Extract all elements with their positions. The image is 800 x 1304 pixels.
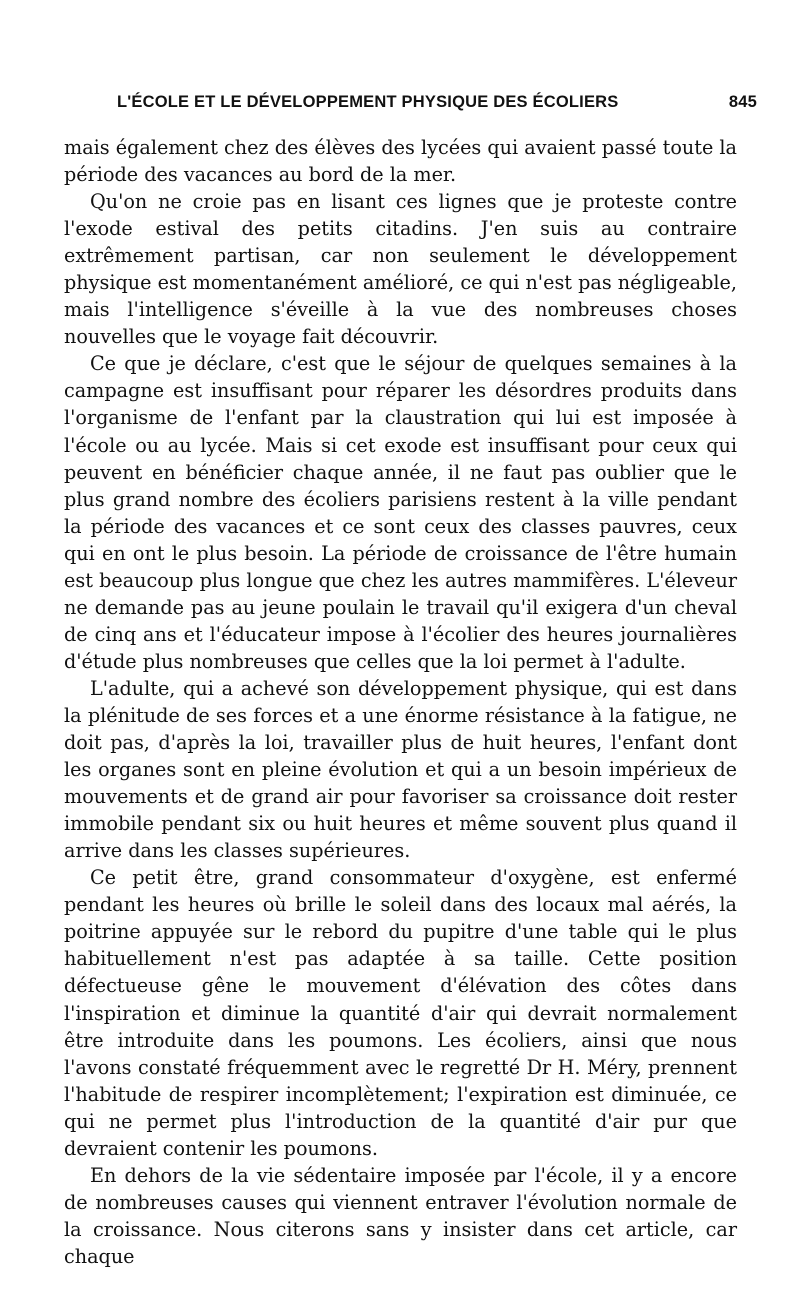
paragraph: Ce que je déclare, c'est que le séjour de quelques semaines à la campagne est insuffisant pour réparer les désordres produits dans l'organisme de l'enfant par la claustration qui lui est imposée à l'école ou au lycée. Mais si cet exode est insuffisant pour ceux qui peuvent en bénéficier chaque année, il ne faut pas oublier que le plus grand nombre des écoliers parisiens restent à la ville pendant la période des vacances et ce sont ceux des classes pauvres, ceux qui en ont le plus besoin. La période de croissance de l'être humain est beaucoup plus longue que chez les autres mammifères. L'éleveur ne demande pas au jeune poulain le travail qu'il exigera d'un cheval de cinq ans et l'éducateur impose à l'écolier des heures journalières d'étude plus nombreuses que celles que la loi permet à l'adulte. <box>64 352 737 673</box>
page-number: 845 <box>728 93 757 111</box>
running-header <box>105 93 757 123</box>
paragraph: L'adulte, qui a achevé son développement physique, qui est dans la plénitude de ses forces et a une énorme résistance à la fatigue, ne doit pas, d'après la loi, travailler plus de huit heures, l'enfant dont les organes sont en pleine évolution et qui a un besoin impérieux de mouvements et de grand air pour favoriser sa croissance doit rester immobile pendant six ou huit heures et même souvent plus quand il arrive dans les classes supérieures. <box>64 676 737 863</box>
body-text <box>64 134 737 1270</box>
paragraph: Qu'on ne croie pas en lisant ces lignes que je proteste contre l'exode estival des petits citadins. J'en suis au contraire extrêmement partisan, car non seulement le développement physique est momentanément amélioré, ce qui n'est pas négligeable, mais l'intelligence s'éveille à la vue des nombreuses choses nouvelles que le voyage fait découvrir. <box>64 190 737 349</box>
paragraph: En dehors de la vie sédentaire imposée par l'école, il y a encore de nombreuses causes qui viennent entraver l'évolution normale de la croissance. Nous citerons sans y insister dans cet article, car chaque <box>64 1163 737 1268</box>
paragraph: Ce petit être, grand consommateur d'oxygène, est enfermé pendant les heures où brille le soleil dans des locaux mal aérés, la poitrine appuyée sur le rebord du pupitre d'une table qui le plus habituellement n'est pas adaptée à sa taille. Cette position défectueuse gêne le mouvement d'élévation des côtes dans l'inspiration et diminue la quantité d'air qui devrait normalement être introduite dans les poumons. Les écoliers, ainsi que nous l'avons constaté fréquemment avec le regretté Dr H. Méry, prennent l'habitude de respirer incomplètement; l'expiration est diminuée, ce qui ne permet plus l'introduction de la quantité d'air pur que devraient contenir les poumons. <box>64 866 737 1160</box>
running-title: L'ÉCOLE ET LE DÉVELOPPEMENT PHYSIQUE DES ÉCOLIERS <box>117 93 619 111</box>
paragraph: mais également chez des élèves des lycées qui avaient passé toute la période des vacances au bord de la mer. <box>64 136 737 187</box>
